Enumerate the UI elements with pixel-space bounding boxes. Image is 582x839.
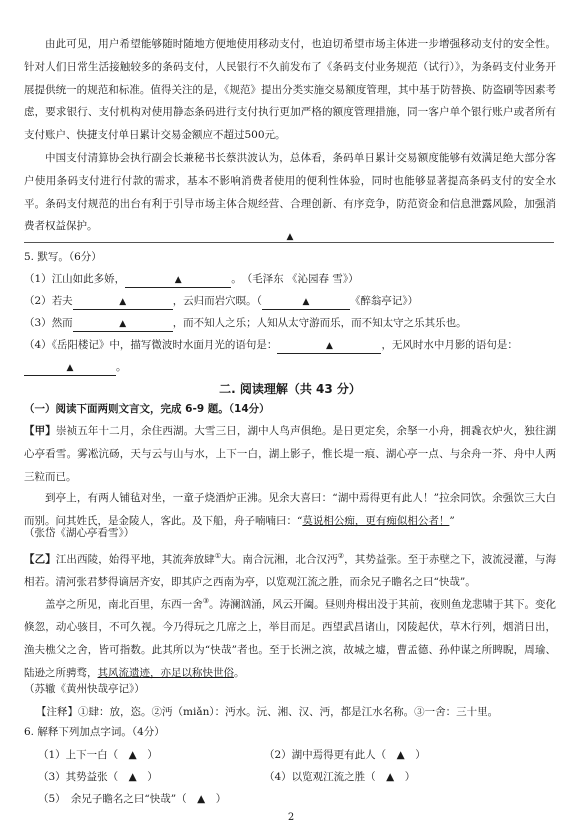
source-note: （毛泽东 《沁园春 雪》） (246, 273, 359, 285)
question-6-title: 6. 解释下列加点字词。（4分） (24, 726, 165, 738)
line-end: 。 (116, 361, 127, 373)
section-2-title: 二. 阅读理解（共 43 分） (219, 382, 361, 396)
triangle-mark: ▲ (174, 275, 182, 285)
triangle-mark: ▲ (66, 363, 74, 373)
line-mid: ，无风时水中月影的语句是： (381, 339, 518, 351)
triangle-mark: ▲ (119, 319, 127, 329)
divider-line (24, 242, 554, 243)
passage-yi-paragraph-1 (24, 545, 556, 594)
question-5-line-4 (24, 334, 556, 356)
question-5-line-4-cont (24, 356, 556, 378)
answer-blank[interactable] (24, 360, 116, 376)
passage-paragraph-1: 由此可见，用户希望能够随时随地方便地使用移动支付，也迫切希望市场主体进一步增强移动支付的安全性。针对人们日常生活接触较多的条码支付，人民银行不久前发布了《条码支付业务规范（试行）》，为条码支付业务开展提供统一的规范和标准。值得关注的是，《规范》提出分类实施交易额度管理，其中基于防替换、防盗刷等因素考虑，要求银行、支付机构对使用静态条码进行支付执行更加严格的额度管理措施，同一客户单个银行账户或者所有支付账户、快捷支付单日累计交易金额应不超过500元。 (24, 38, 556, 142)
annotation-note: 【注释】①肆：放，恣。②沔（miǎn）：沔水。沅、湘、汉、沔，都是江水名称。③一舍：三十里。 (36, 706, 499, 718)
passage-jia-source: （张岱《湖心亭看雪》） (24, 527, 135, 539)
item-number: （4） (24, 339, 52, 351)
passage-text: ” (449, 514, 455, 527)
item-number: （2） (24, 295, 52, 307)
line-text: 然而 (51, 317, 73, 329)
passage-text: 崇祯五年十二月，余住西湖。大雪三日，湖中人鸟声俱绝。是日更定矣，余拏一小舟，拥毳衣炉火，独往湖心亭看雪。雾凇沆砀，天与云与山与水，上下一白，湖上影子，惟长堤一痕、湖心亭一点、与余舟一芥、舟中人两三粒而已。 (24, 425, 557, 483)
passage-jia-paragraph-1 (24, 420, 556, 488)
section-2-subtitle: （一）阅读下面两则文言文，完成 6-9 题。（14分） (24, 403, 270, 415)
question-6-item-1: （1）上下一白（ ▲ ） (38, 749, 158, 761)
question-6-item-2: （2）湖中焉得更有此人（ ▲ ） (264, 749, 426, 761)
note-marker: ① (214, 552, 222, 560)
triangle-mark: ▲ (119, 297, 127, 307)
question-6-item-5: （5） 余兄子瞻名之曰“快哉”（ ▲ ） (38, 793, 227, 805)
passage-text: 。涛澜汹涌，风云开阖。昼则舟楫出没于其前，夜则鱼龙悲啸于其下。变化倏忽，动心骇目，不可久视。今乃得玩之几席之上，举目而足。西望武昌诸山，冈陵起伏，草木行列，烟消日出，渔夫樵父之舍，皆可指数。此其所以为“快哉”者也。至于长洲之滨，故城之墟，曹孟德、孙仲谋之所睥睨，周瑜、陆逊之所骋骛， (24, 598, 557, 679)
triangle-mark: ▲ (302, 297, 310, 307)
question-5-line-1 (24, 268, 556, 290)
answer-blank[interactable] (277, 338, 381, 354)
question-6-item-3: （3）其势益张（ ▲ ） (38, 771, 158, 783)
page-number: 2 (287, 812, 295, 823)
question-5-title: 5. 默写。（6分） (24, 251, 102, 263)
line-text: 若夫 (51, 295, 73, 307)
question-5-line-3 (24, 312, 556, 334)
passage-paragraph-2: 中国支付清算协会执行副会长兼秘书长蔡洪波认为，总体看，条码单日累计交易额度能够有效满足绝大部分客户使用条码支付进行付款的需求，基本不影响消费者使用的便利性体验，同时也能够显著提高条码支付的安全水平。条码支付规范的出台有利于引导市场主体合规经营、合理创新、有序竞争，防范资金和信息泄露风险，加强消费者权益保护。 (24, 152, 556, 233)
source-note: 《醉翁亭记》） (349, 295, 419, 307)
passage-text: 大。南合沅湘，北合汉沔 (221, 553, 338, 566)
passage-text: ，其势益张。至于赤壁之下，波流浸灌，与海相若。清河张君梦得谪居齐安，即其庐之西南为亭，以览观江流之胜，而余兄子瞻名之曰“快哉”。 (24, 553, 557, 589)
passage-text: 江出西陵，始得平地，其流奔放肆 (55, 553, 215, 566)
underlined-sentence: 莫说相公痴，更有痴似相公者！ (302, 514, 450, 527)
question-6-item-4: （4）以览观江流之胜（ ▲ ） (264, 771, 416, 783)
line-text: 江山如此多娇， (51, 273, 126, 285)
answer-blank[interactable] (262, 294, 350, 310)
item-number: （1） (24, 273, 52, 285)
passage-text: 。 (234, 666, 245, 679)
passage-yi-paragraph-2 (24, 590, 556, 685)
underlined-sentence: 其风流遗迹，亦足以称快世俗 (97, 666, 234, 679)
line-mid: ，而不知人之乐；人知从太守游而乐，而不知太守之乐其乐也。 (172, 317, 467, 329)
question-5-line-2 (24, 290, 556, 312)
triangle-mark: ▲ (325, 341, 333, 351)
answer-blank[interactable] (73, 294, 173, 310)
line-mid: ，云归而岩穴暝。（ (172, 295, 262, 307)
line-end: 。 (231, 273, 237, 285)
item-number: （3） (24, 317, 52, 329)
answer-blank[interactable] (73, 316, 173, 332)
passage-yi-source: （苏辙《黄州快哉亭记》） (24, 683, 145, 695)
line-text: 《岳阳楼记》中，描写微波时水面月光的语句是： (51, 339, 278, 351)
note-marker: ② (337, 552, 345, 560)
passage-text: 盖亭之所见，南北百里，东西一舍 (45, 598, 203, 611)
answer-blank[interactable] (125, 272, 231, 288)
passage-tag: 【甲】 (24, 425, 56, 437)
note-marker: ③ (202, 597, 210, 605)
passage-text: 到亭上，有两人铺毡对坐，一童子烧酒炉正沸。见余大喜曰：“湖中焉得更有此人！”拉余同饮。余强饮三大白而别。问其姓氏，是金陵人，客此。及下船，舟子喃喃曰：“ (24, 492, 556, 527)
passage-tag: 【乙】 (24, 553, 56, 566)
end-mark: ▲ (286, 232, 294, 242)
